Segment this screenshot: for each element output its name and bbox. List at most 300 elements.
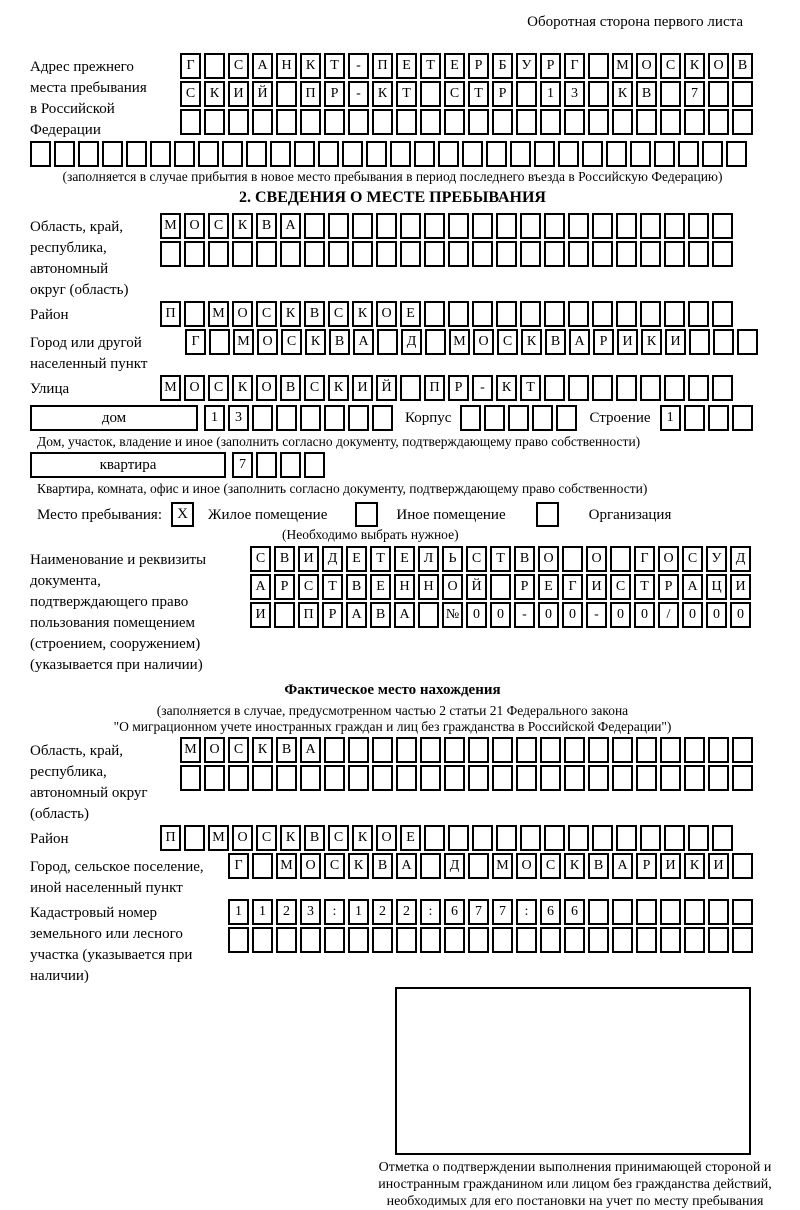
char-cell[interactable] (708, 109, 729, 135)
char-cell[interactable]: П (160, 301, 181, 327)
char-cell[interactable] (324, 927, 345, 953)
char-cell[interactable] (496, 241, 517, 267)
char-cell[interactable] (640, 213, 661, 239)
char-cell[interactable] (184, 241, 205, 267)
char-cell[interactable] (588, 927, 609, 953)
char-cell[interactable] (588, 109, 609, 135)
char-cell[interactable] (324, 109, 345, 135)
char-cell[interactable]: О (376, 825, 397, 851)
char-cell[interactable] (568, 825, 589, 851)
char-cell[interactable]: К (684, 853, 705, 879)
char-cell[interactable] (540, 765, 561, 791)
char-cell[interactable]: К (612, 81, 633, 107)
char-cell[interactable]: 3 (564, 81, 585, 107)
char-cell[interactable]: К (204, 81, 225, 107)
char-cell[interactable] (390, 141, 411, 167)
char-cell[interactable]: М (276, 853, 297, 879)
char-cell[interactable] (420, 109, 441, 135)
char-cell[interactable]: 0 (682, 602, 703, 628)
char-cell[interactable]: К (352, 825, 373, 851)
char-cell[interactable]: М (180, 737, 201, 763)
char-cell[interactable]: С (328, 825, 349, 851)
char-cell[interactable] (396, 109, 417, 135)
char-cell[interactable]: М (160, 375, 181, 401)
char-cell[interactable] (160, 241, 181, 267)
char-cell[interactable] (616, 213, 637, 239)
char-cell[interactable] (588, 81, 609, 107)
char-cell[interactable] (396, 927, 417, 953)
char-cell[interactable]: А (346, 602, 367, 628)
char-cell[interactable]: 3 (228, 405, 249, 431)
char-cell[interactable]: 7 (684, 81, 705, 107)
char-cell[interactable] (689, 329, 710, 355)
char-cell[interactable] (688, 241, 709, 267)
char-cell[interactable] (568, 241, 589, 267)
char-cell[interactable] (588, 737, 609, 763)
char-cell[interactable] (664, 301, 685, 327)
char-cell[interactable] (448, 825, 469, 851)
char-cell[interactable]: Г (228, 853, 249, 879)
char-cell[interactable] (252, 405, 273, 431)
char-cell[interactable] (712, 375, 733, 401)
char-cell[interactable] (660, 109, 681, 135)
char-cell[interactable]: Т (396, 81, 417, 107)
char-cell[interactable] (726, 141, 747, 167)
char-cell[interactable] (180, 109, 201, 135)
char-cell[interactable] (228, 109, 249, 135)
char-cell[interactable] (732, 737, 753, 763)
char-cell[interactable]: : (516, 899, 537, 925)
char-cell[interactable] (78, 141, 99, 167)
char-cell[interactable] (424, 825, 445, 851)
char-cell[interactable] (612, 109, 633, 135)
char-cell[interactable]: 2 (396, 899, 417, 925)
char-cell[interactable] (636, 899, 657, 925)
char-cell[interactable]: 0 (466, 602, 487, 628)
char-cell[interactable] (708, 927, 729, 953)
char-cell[interactable]: О (516, 853, 537, 879)
char-cell[interactable] (612, 899, 633, 925)
char-cell[interactable] (342, 141, 363, 167)
char-cell[interactable]: К (280, 825, 301, 851)
char-cell[interactable]: Н (276, 53, 297, 79)
char-cell[interactable]: Л (418, 546, 439, 572)
char-cell[interactable] (712, 241, 733, 267)
char-cell[interactable] (252, 927, 273, 953)
char-cell[interactable]: И (730, 574, 751, 600)
char-cell[interactable]: А (612, 853, 633, 879)
char-cell[interactable] (492, 765, 513, 791)
char-cell[interactable]: Д (322, 546, 343, 572)
char-cell[interactable] (544, 213, 565, 239)
char-cell[interactable] (420, 927, 441, 953)
char-cell[interactable]: С (540, 853, 561, 879)
char-cell[interactable] (664, 825, 685, 851)
char-cell[interactable] (300, 765, 321, 791)
char-cell[interactable] (252, 853, 273, 879)
char-cell[interactable]: С (256, 825, 277, 851)
char-cell[interactable]: А (252, 53, 273, 79)
char-cell[interactable] (486, 141, 507, 167)
char-cell[interactable]: О (658, 546, 679, 572)
char-cell[interactable] (732, 81, 753, 107)
char-cell[interactable]: М (233, 329, 254, 355)
char-cell[interactable]: Г (185, 329, 206, 355)
char-cell[interactable]: Й (252, 81, 273, 107)
char-cell[interactable]: Д (444, 853, 465, 879)
char-cell[interactable] (616, 241, 637, 267)
char-cell[interactable]: О (204, 737, 225, 763)
char-cell[interactable] (328, 241, 349, 267)
char-cell[interactable]: 0 (634, 602, 655, 628)
char-cell[interactable] (198, 141, 219, 167)
char-cell[interactable] (270, 141, 291, 167)
char-cell[interactable]: Г (562, 574, 583, 600)
char-cell[interactable] (424, 301, 445, 327)
char-cell[interactable]: А (396, 853, 417, 879)
apartment-type-box[interactable]: квартира (30, 452, 226, 478)
char-cell[interactable]: Т (490, 546, 511, 572)
char-cell[interactable]: 6 (564, 899, 585, 925)
char-cell[interactable] (276, 81, 297, 107)
char-cell[interactable]: И (250, 602, 271, 628)
char-cell[interactable] (352, 241, 373, 267)
char-cell[interactable] (636, 109, 657, 135)
char-cell[interactable] (588, 765, 609, 791)
char-cell[interactable] (246, 141, 267, 167)
char-cell[interactable] (520, 213, 541, 239)
char-cell[interactable] (592, 375, 613, 401)
char-cell[interactable]: В (545, 329, 566, 355)
char-cell[interactable] (208, 241, 229, 267)
char-cell[interactable]: О (538, 546, 559, 572)
char-cell[interactable] (444, 765, 465, 791)
char-cell[interactable] (438, 141, 459, 167)
char-cell[interactable] (174, 141, 195, 167)
char-cell[interactable]: : (420, 899, 441, 925)
char-cell[interactable] (222, 141, 243, 167)
char-cell[interactable] (732, 899, 753, 925)
char-cell[interactable]: Т (322, 574, 343, 600)
char-cell[interactable] (324, 765, 345, 791)
char-cell[interactable] (708, 81, 729, 107)
char-cell[interactable] (204, 53, 225, 79)
char-cell[interactable] (468, 737, 489, 763)
char-cell[interactable]: - (514, 602, 535, 628)
char-cell[interactable] (376, 241, 397, 267)
char-cell[interactable] (484, 405, 505, 431)
char-cell[interactable]: Е (444, 53, 465, 79)
char-cell[interactable] (377, 329, 398, 355)
char-cell[interactable] (492, 927, 513, 953)
char-cell[interactable]: Р (540, 53, 561, 79)
char-cell[interactable] (30, 141, 51, 167)
char-cell[interactable] (582, 141, 603, 167)
char-cell[interactable] (492, 109, 513, 135)
char-cell[interactable]: 0 (610, 602, 631, 628)
char-cell[interactable] (564, 765, 585, 791)
char-cell[interactable]: А (300, 737, 321, 763)
char-cell[interactable] (324, 405, 345, 431)
char-cell[interactable]: 3 (300, 899, 321, 925)
char-cell[interactable] (276, 927, 297, 953)
char-cell[interactable]: И (665, 329, 686, 355)
char-cell[interactable] (678, 141, 699, 167)
char-cell[interactable]: К (232, 213, 253, 239)
char-cell[interactable]: М (160, 213, 181, 239)
char-cell[interactable]: П (372, 53, 393, 79)
char-cell[interactable] (372, 927, 393, 953)
char-cell[interactable] (684, 765, 705, 791)
char-cell[interactable] (468, 927, 489, 953)
char-cell[interactable] (448, 301, 469, 327)
char-cell[interactable] (540, 737, 561, 763)
char-cell[interactable] (636, 737, 657, 763)
char-cell[interactable] (304, 213, 325, 239)
char-cell[interactable] (328, 213, 349, 239)
char-cell[interactable] (684, 405, 705, 431)
char-cell[interactable]: Й (466, 574, 487, 600)
char-cell[interactable]: Р (322, 602, 343, 628)
char-cell[interactable]: Д (730, 546, 751, 572)
char-cell[interactable] (588, 53, 609, 79)
char-cell[interactable] (280, 452, 301, 478)
char-cell[interactable] (425, 329, 446, 355)
char-cell[interactable]: И (228, 81, 249, 107)
char-cell[interactable] (276, 405, 297, 431)
char-cell[interactable]: 1 (228, 899, 249, 925)
char-cell[interactable] (732, 109, 753, 135)
char-cell[interactable]: П (160, 825, 181, 851)
char-cell[interactable]: Е (400, 301, 421, 327)
char-cell[interactable] (472, 241, 493, 267)
char-cell[interactable] (516, 737, 537, 763)
char-cell[interactable]: С (180, 81, 201, 107)
char-cell[interactable] (424, 241, 445, 267)
char-cell[interactable]: Н (394, 574, 415, 600)
char-cell[interactable]: К (564, 853, 585, 879)
checkbox-other-premises[interactable] (355, 502, 378, 527)
char-cell[interactable] (414, 141, 435, 167)
char-cell[interactable] (508, 405, 529, 431)
char-cell[interactable] (732, 765, 753, 791)
char-cell[interactable]: Е (400, 825, 421, 851)
char-cell[interactable]: 1 (204, 405, 225, 431)
char-cell[interactable] (592, 241, 613, 267)
char-cell[interactable] (472, 825, 493, 851)
char-cell[interactable]: К (252, 737, 273, 763)
char-cell[interactable]: И (617, 329, 638, 355)
char-cell[interactable] (472, 213, 493, 239)
char-cell[interactable] (472, 301, 493, 327)
char-cell[interactable] (660, 899, 681, 925)
char-cell[interactable] (636, 765, 657, 791)
char-cell[interactable] (294, 141, 315, 167)
char-cell[interactable]: К (300, 53, 321, 79)
char-cell[interactable] (534, 141, 555, 167)
char-cell[interactable] (737, 329, 758, 355)
char-cell[interactable]: К (305, 329, 326, 355)
char-cell[interactable] (510, 141, 531, 167)
char-cell[interactable] (496, 301, 517, 327)
char-cell[interactable]: И (660, 853, 681, 879)
char-cell[interactable]: А (353, 329, 374, 355)
char-cell[interactable] (562, 546, 583, 572)
char-cell[interactable]: 7 (468, 899, 489, 925)
char-cell[interactable] (640, 825, 661, 851)
char-cell[interactable]: Р (448, 375, 469, 401)
char-cell[interactable] (544, 301, 565, 327)
char-cell[interactable]: К (496, 375, 517, 401)
char-cell[interactable]: М (612, 53, 633, 79)
char-cell[interactable] (684, 899, 705, 925)
char-cell[interactable]: О (473, 329, 494, 355)
char-cell[interactable]: У (516, 53, 537, 79)
char-cell[interactable]: В (514, 546, 535, 572)
char-cell[interactable] (444, 109, 465, 135)
char-cell[interactable] (462, 141, 483, 167)
char-cell[interactable]: 0 (490, 602, 511, 628)
char-cell[interactable] (664, 241, 685, 267)
char-cell[interactable] (348, 737, 369, 763)
char-cell[interactable] (616, 825, 637, 851)
char-cell[interactable]: В (304, 301, 325, 327)
char-cell[interactable]: В (372, 853, 393, 879)
char-cell[interactable] (712, 301, 733, 327)
char-cell[interactable] (300, 109, 321, 135)
char-cell[interactable]: М (449, 329, 470, 355)
char-cell[interactable] (184, 825, 205, 851)
char-cell[interactable]: Г (634, 546, 655, 572)
char-cell[interactable] (276, 109, 297, 135)
char-cell[interactable] (592, 213, 613, 239)
char-cell[interactable]: Т (370, 546, 391, 572)
char-cell[interactable]: И (586, 574, 607, 600)
char-cell[interactable] (420, 853, 441, 879)
char-cell[interactable]: А (250, 574, 271, 600)
char-cell[interactable] (636, 927, 657, 953)
char-cell[interactable]: Р (492, 81, 513, 107)
char-cell[interactable]: Е (346, 546, 367, 572)
char-cell[interactable]: В (370, 602, 391, 628)
char-cell[interactable] (664, 213, 685, 239)
char-cell[interactable] (688, 213, 709, 239)
char-cell[interactable] (348, 927, 369, 953)
char-cell[interactable] (540, 109, 561, 135)
char-cell[interactable] (592, 301, 613, 327)
char-cell[interactable] (568, 375, 589, 401)
char-cell[interactable]: С (250, 546, 271, 572)
char-cell[interactable] (209, 329, 230, 355)
char-cell[interactable]: 0 (730, 602, 751, 628)
char-cell[interactable] (520, 825, 541, 851)
char-cell[interactable]: К (521, 329, 542, 355)
char-cell[interactable]: С (304, 375, 325, 401)
char-cell[interactable] (684, 737, 705, 763)
char-cell[interactable]: Р (324, 81, 345, 107)
char-cell[interactable]: И (708, 853, 729, 879)
char-cell[interactable]: № (442, 602, 463, 628)
char-cell[interactable] (688, 375, 709, 401)
char-cell[interactable]: С (208, 213, 229, 239)
char-cell[interactable] (564, 737, 585, 763)
char-cell[interactable] (702, 141, 723, 167)
char-cell[interactable] (712, 213, 733, 239)
char-cell[interactable] (300, 927, 321, 953)
char-cell[interactable] (660, 737, 681, 763)
char-cell[interactable] (348, 765, 369, 791)
char-cell[interactable] (396, 737, 417, 763)
char-cell[interactable] (372, 109, 393, 135)
char-cell[interactable]: У (706, 546, 727, 572)
char-cell[interactable]: Ь (442, 546, 463, 572)
char-cell[interactable]: В (276, 737, 297, 763)
char-cell[interactable] (400, 213, 421, 239)
house-type-box[interactable]: дом (30, 405, 198, 431)
char-cell[interactable] (640, 375, 661, 401)
char-cell[interactable] (400, 241, 421, 267)
char-cell[interactable]: С (497, 329, 518, 355)
char-cell[interactable] (468, 109, 489, 135)
char-cell[interactable]: А (394, 602, 415, 628)
char-cell[interactable]: Р (468, 53, 489, 79)
char-cell[interactable] (544, 375, 565, 401)
char-cell[interactable]: Н (418, 574, 439, 600)
char-cell[interactable] (280, 241, 301, 267)
char-cell[interactable] (496, 825, 517, 851)
char-cell[interactable] (732, 927, 753, 953)
char-cell[interactable] (318, 141, 339, 167)
char-cell[interactable] (252, 109, 273, 135)
char-cell[interactable] (496, 213, 517, 239)
char-cell[interactable]: Т (468, 81, 489, 107)
char-cell[interactable] (372, 405, 393, 431)
char-cell[interactable]: О (257, 329, 278, 355)
char-cell[interactable]: Г (564, 53, 585, 79)
char-cell[interactable] (516, 81, 537, 107)
char-cell[interactable] (418, 602, 439, 628)
char-cell[interactable] (276, 765, 297, 791)
char-cell[interactable]: Д (401, 329, 422, 355)
char-cell[interactable] (544, 241, 565, 267)
char-cell[interactable] (204, 109, 225, 135)
char-cell[interactable]: 6 (444, 899, 465, 925)
char-cell[interactable] (256, 241, 277, 267)
char-cell[interactable] (568, 301, 589, 327)
char-cell[interactable] (300, 405, 321, 431)
char-cell[interactable]: 6 (540, 899, 561, 925)
char-cell[interactable] (228, 927, 249, 953)
char-cell[interactable] (540, 927, 561, 953)
char-cell[interactable] (304, 452, 325, 478)
char-cell[interactable]: К (232, 375, 253, 401)
char-cell[interactable]: 1 (540, 81, 561, 107)
char-cell[interactable] (400, 375, 421, 401)
char-cell[interactable] (492, 737, 513, 763)
char-cell[interactable]: А (280, 213, 301, 239)
char-cell[interactable]: О (300, 853, 321, 879)
char-cell[interactable]: 1 (348, 899, 369, 925)
char-cell[interactable] (150, 141, 171, 167)
char-cell[interactable]: И (298, 546, 319, 572)
char-cell[interactable]: К (352, 301, 373, 327)
char-cell[interactable] (54, 141, 75, 167)
char-cell[interactable] (660, 81, 681, 107)
char-cell[interactable]: Е (394, 546, 415, 572)
char-cell[interactable] (713, 329, 734, 355)
char-cell[interactable]: С (328, 301, 349, 327)
char-cell[interactable] (708, 405, 729, 431)
